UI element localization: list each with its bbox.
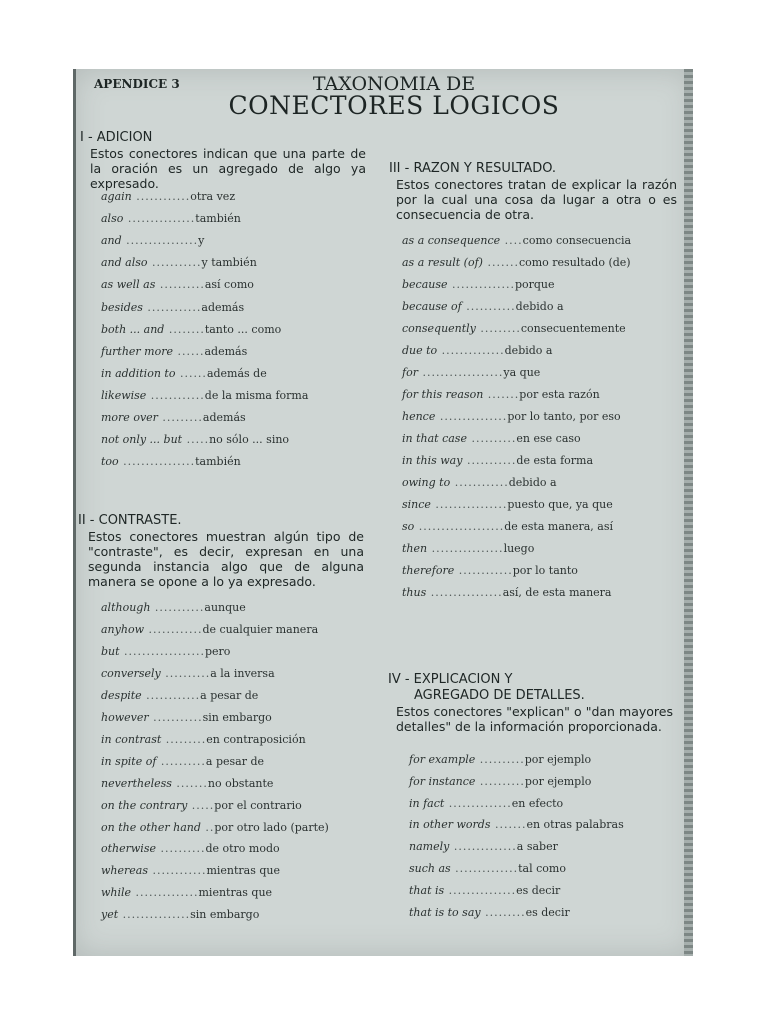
connector-row [402, 432, 581, 445]
connector-row [402, 300, 564, 313]
connector-spanish: de cualquier manera [202, 622, 319, 636]
connector-english: namely [409, 840, 450, 854]
connector-english: in fact [409, 796, 445, 810]
connector-english: hence [402, 410, 436, 423]
connector-english: on the contrary [101, 798, 188, 812]
connector-row [409, 797, 563, 810]
connector-spanish: por esta razón [519, 388, 600, 401]
connector-spanish: por otro lado (parte) [214, 820, 329, 834]
connector-row [402, 322, 626, 335]
connector-row [409, 840, 558, 853]
title-line-2: CONECTORES LOGICOS [228, 91, 560, 120]
page-binding-edge [684, 69, 693, 956]
connector-english: whereas [101, 864, 148, 878]
leader-dots: ......... [157, 411, 203, 424]
connector-english: for example [409, 753, 476, 766]
leader-dots: .. [200, 820, 215, 834]
leader-dots: ............... [123, 212, 196, 226]
leader-dots: .............. [447, 278, 515, 291]
connector-english: as a consequence [402, 234, 501, 247]
connector-english: besides [101, 300, 143, 314]
connector-spanish: además de [206, 366, 267, 380]
connector-english: nevertheless [101, 776, 172, 790]
leader-dots: ............ [131, 190, 191, 203]
connector-english: consequently [402, 322, 476, 335]
connector-spanish: además [204, 344, 248, 358]
connector-english: in contrast [101, 732, 162, 746]
connector-row [409, 818, 624, 831]
connector-row [101, 711, 272, 724]
leader-dots: .......... [160, 666, 211, 680]
connector-row [402, 388, 600, 401]
connector-row [101, 323, 281, 336]
connector-spanish: también [195, 212, 241, 226]
connector-row [402, 520, 613, 533]
appendix-label: APENDICE 3 [94, 77, 180, 91]
connector-row [101, 623, 318, 636]
connector-english: in this way [402, 454, 463, 467]
title-line-1: TAXONOMIA DE [312, 73, 476, 95]
leader-dots: ............ [146, 388, 205, 402]
connector-row [409, 775, 591, 788]
connector-english: yet [101, 908, 119, 922]
leader-dots: ................ [121, 234, 199, 248]
connector-row [101, 367, 267, 380]
leader-dots: ..... [182, 433, 210, 447]
leader-dots: ............ [450, 476, 509, 489]
page-edge-shadow [73, 69, 76, 956]
leader-dots: ...... [173, 344, 205, 358]
connector-english: in addition to [101, 366, 176, 380]
leader-dots: ........... [148, 710, 203, 724]
connector-english: in that case [402, 432, 467, 445]
leader-dots: .......... [155, 842, 206, 856]
connector-row [101, 190, 235, 203]
section-explicacion-title-2: AGREGADO DE DETALLES. [414, 688, 585, 703]
connector-english: that is [409, 883, 445, 897]
connector-row [402, 344, 552, 357]
connector-english: because [402, 278, 448, 291]
leader-dots: ......... [161, 732, 207, 746]
connector-english: while [101, 886, 132, 900]
connector-spanish: ya que [503, 366, 541, 379]
leader-dots: .......... [475, 753, 525, 766]
leader-dots: .............. [450, 862, 519, 875]
connector-english: not only ... but [101, 433, 183, 447]
connector-english: for this reason [402, 388, 484, 401]
connector-spanish: y también [201, 256, 257, 270]
leader-dots: ............ [141, 688, 201, 702]
connector-english: however [101, 710, 149, 724]
connector-english: for [402, 366, 418, 379]
leader-dots: ................ [427, 542, 504, 555]
connector-row [101, 864, 280, 877]
connector-english: both ... and [101, 322, 165, 336]
connector-spanish: de esta manera, así [504, 520, 614, 533]
connector-row [409, 884, 560, 897]
connector-spanish: a saber [516, 840, 558, 854]
connector-english: in spite of [101, 754, 157, 768]
connector-english: more over [101, 411, 158, 424]
document-page [73, 69, 693, 956]
leader-dots: ............... [444, 883, 517, 897]
connector-english: again [101, 190, 132, 203]
leader-dots: ............ [143, 622, 203, 636]
leader-dots: ........ [164, 322, 205, 336]
connector-english: conversely [101, 666, 161, 680]
connector-row [101, 389, 308, 402]
leader-dots: ........... [150, 601, 205, 614]
connector-spanish: consecuentemente [520, 322, 626, 335]
connector-spanish: en ese caso [516, 432, 581, 445]
leader-dots: .................. [119, 644, 205, 658]
leader-dots: ............... [118, 908, 191, 922]
leader-dots: .............. [444, 796, 512, 810]
connector-spanish: porque [514, 278, 555, 291]
connector-spanish: tanto ... como [204, 322, 282, 336]
connector-english: for instance [409, 774, 476, 788]
connector-spanish: de otro modo [205, 842, 280, 856]
leader-dots: .......... [156, 754, 206, 768]
connector-spanish: a pesar de [200, 688, 259, 702]
section-razon-intro: Estos conectores tratan de explicar la razón por la cual una cosa da lugar a otra o es consecuencia de otra. [396, 177, 677, 222]
leader-dots: .............. [131, 886, 199, 900]
connector-row [101, 433, 289, 446]
connector-spanish: otra vez [190, 190, 236, 203]
connector-row [402, 564, 578, 577]
leader-dots: .......... [155, 278, 205, 292]
connector-row [402, 410, 621, 423]
leader-dots: .... [500, 234, 523, 247]
connector-row [101, 908, 259, 921]
connector-english: since [402, 498, 431, 511]
connector-spanish: por lo tanto, por eso [507, 410, 621, 423]
connector-row [402, 498, 613, 511]
connector-row [101, 645, 230, 658]
connector-spanish: mientras que [206, 864, 281, 878]
connector-row [101, 256, 257, 269]
connector-english: anyhow [101, 622, 144, 636]
connector-spanish: en contraposición [206, 732, 306, 746]
leader-dots: ....... [482, 256, 519, 269]
leader-dots: ............ [147, 864, 207, 878]
section-contraste-intro: Estos conectores muestran algún tipo de "contraste", es decir, expresan en una segunda instancia algo que de alguna manera se opone a lo ya expresado. [88, 529, 364, 589]
connector-spanish: pero [204, 644, 231, 658]
leader-dots: .................. [417, 366, 504, 379]
leader-dots: ..... [187, 798, 215, 812]
leader-dots: .......... [466, 432, 517, 445]
connector-spanish: por ejemplo [524, 774, 592, 788]
leader-dots: ........... [461, 300, 516, 313]
connector-row [101, 886, 272, 899]
connector-row [402, 542, 534, 555]
leader-dots: ......... [475, 322, 521, 335]
connector-english: as well as [101, 278, 156, 292]
connector-row [402, 586, 611, 599]
connector-english: on the other hand [101, 820, 201, 834]
connector-english: but [101, 644, 120, 658]
connector-english: because of [402, 300, 462, 313]
leader-dots: ............ [142, 300, 202, 314]
connector-spanish: como consecuencia [522, 234, 632, 247]
connector-row [409, 862, 566, 875]
connector-spanish: debido a [515, 300, 564, 313]
connector-english: otherwise [101, 842, 156, 856]
section-contraste-title: II - CONTRASTE. [78, 513, 182, 528]
connector-row [409, 753, 591, 766]
connector-spanish: y [198, 234, 205, 248]
connector-row [101, 234, 204, 247]
connector-spanish: también [195, 455, 241, 469]
connector-row [402, 454, 593, 467]
connector-row [101, 278, 254, 291]
connector-spanish: no sólo ... sino [209, 433, 290, 447]
connector-spanish: de esta forma [516, 454, 594, 467]
section-explicacion-title-1: IV - EXPLICACION Y [388, 672, 513, 687]
leader-dots: ....... [490, 818, 527, 832]
connector-english: such as [409, 862, 451, 875]
connector-spanish: por ejemplo [524, 753, 592, 766]
connector-spanish: puesto que, ya que [507, 498, 613, 511]
connector-english: so [402, 520, 415, 533]
connector-english: therefore [402, 564, 455, 577]
connector-row [101, 821, 329, 834]
connector-spanish: en efecto [511, 796, 564, 810]
leader-dots: ................ [430, 498, 508, 511]
connector-english: as a result (of) [402, 256, 483, 269]
connector-english: although [101, 601, 151, 614]
connector-english: owing to [402, 476, 451, 489]
leader-dots: ........... [147, 256, 202, 270]
connector-spanish: por el contrario [214, 798, 302, 812]
connector-row [101, 667, 275, 680]
connector-english: in other words [409, 818, 491, 832]
connector-english: and also [101, 256, 148, 270]
connector-row [101, 212, 241, 225]
section-explicacion-intro: Estos conectores "explican" o "dan mayores detalles" de la información proporcionada. [396, 704, 673, 734]
connector-spanish: así, de esta manera [502, 586, 612, 599]
connector-spanish: sin embargo [202, 710, 272, 724]
section-adicion-title: I - ADICION [80, 130, 153, 145]
connector-spanish: es decir [516, 883, 561, 897]
leader-dots: ................... [414, 520, 505, 533]
connector-english: thus [402, 586, 427, 599]
connector-row [101, 455, 241, 468]
connector-row [409, 906, 570, 919]
connector-spanish: tal como [518, 862, 566, 875]
connector-spanish: debido a [508, 476, 557, 489]
connector-english: and [101, 234, 122, 248]
leader-dots: .......... [475, 774, 525, 788]
leader-dots: ............... [435, 410, 508, 423]
connector-spanish: es decir [525, 905, 570, 919]
connector-spanish: así como [204, 278, 254, 292]
connector-english: further more [101, 344, 174, 358]
connector-row [402, 278, 555, 291]
connector-spanish: además [201, 300, 245, 314]
connector-row [101, 733, 306, 746]
connector-spanish: luego [503, 542, 535, 555]
connector-row [402, 256, 631, 269]
connector-spanish: sin embargo [190, 908, 260, 922]
connector-row [101, 799, 302, 812]
section-razon-title: III - RAZON Y RESULTADO. [389, 161, 557, 176]
leader-dots: .............. [449, 840, 517, 854]
leader-dots: .............. [437, 344, 505, 357]
leader-dots: ................ [118, 455, 196, 469]
connector-spanish: en otras palabras [526, 818, 624, 832]
connector-spanish: además [202, 411, 246, 424]
connector-spanish: debido a [504, 344, 553, 357]
connector-spanish: a la inversa [210, 666, 275, 680]
section-adicion-intro: Estos conectores indican que una parte de la oración es un agregado de algo ya expresado. [90, 146, 366, 191]
connector-spanish: a pesar de [205, 754, 265, 768]
connector-row [101, 842, 280, 855]
connector-spanish: de la misma forma [204, 388, 309, 402]
connector-spanish: aunque [204, 601, 246, 614]
connector-spanish: mientras que [198, 886, 273, 900]
connector-row [101, 689, 258, 702]
connector-spanish: como resultado (de) [518, 256, 631, 269]
connector-row [402, 366, 540, 379]
connector-row [101, 601, 246, 614]
connector-english: likewise [101, 388, 147, 402]
connector-english: too [101, 455, 119, 469]
connector-row [402, 476, 557, 489]
leader-dots: ............ [454, 564, 513, 577]
connector-english: also [101, 212, 124, 226]
connector-english: due to [402, 344, 438, 357]
connector-spanish: no obstante [207, 776, 274, 790]
connector-spanish: por lo tanto [512, 564, 578, 577]
leader-dots: ...... [175, 366, 207, 380]
leader-dots: ......... [480, 905, 526, 919]
connector-row [402, 234, 631, 247]
connector-english: that is to say [409, 905, 481, 919]
connector-row [101, 755, 264, 768]
connector-row [101, 777, 273, 790]
connector-row [101, 301, 244, 314]
connector-row [101, 411, 246, 424]
leader-dots: ....... [483, 388, 520, 401]
leader-dots: ........... [462, 454, 517, 467]
leader-dots: ................ [426, 586, 503, 599]
leader-dots: ....... [171, 776, 208, 790]
connector-english: then [402, 542, 428, 555]
connector-row [101, 345, 247, 358]
connector-english: despite [101, 688, 142, 702]
